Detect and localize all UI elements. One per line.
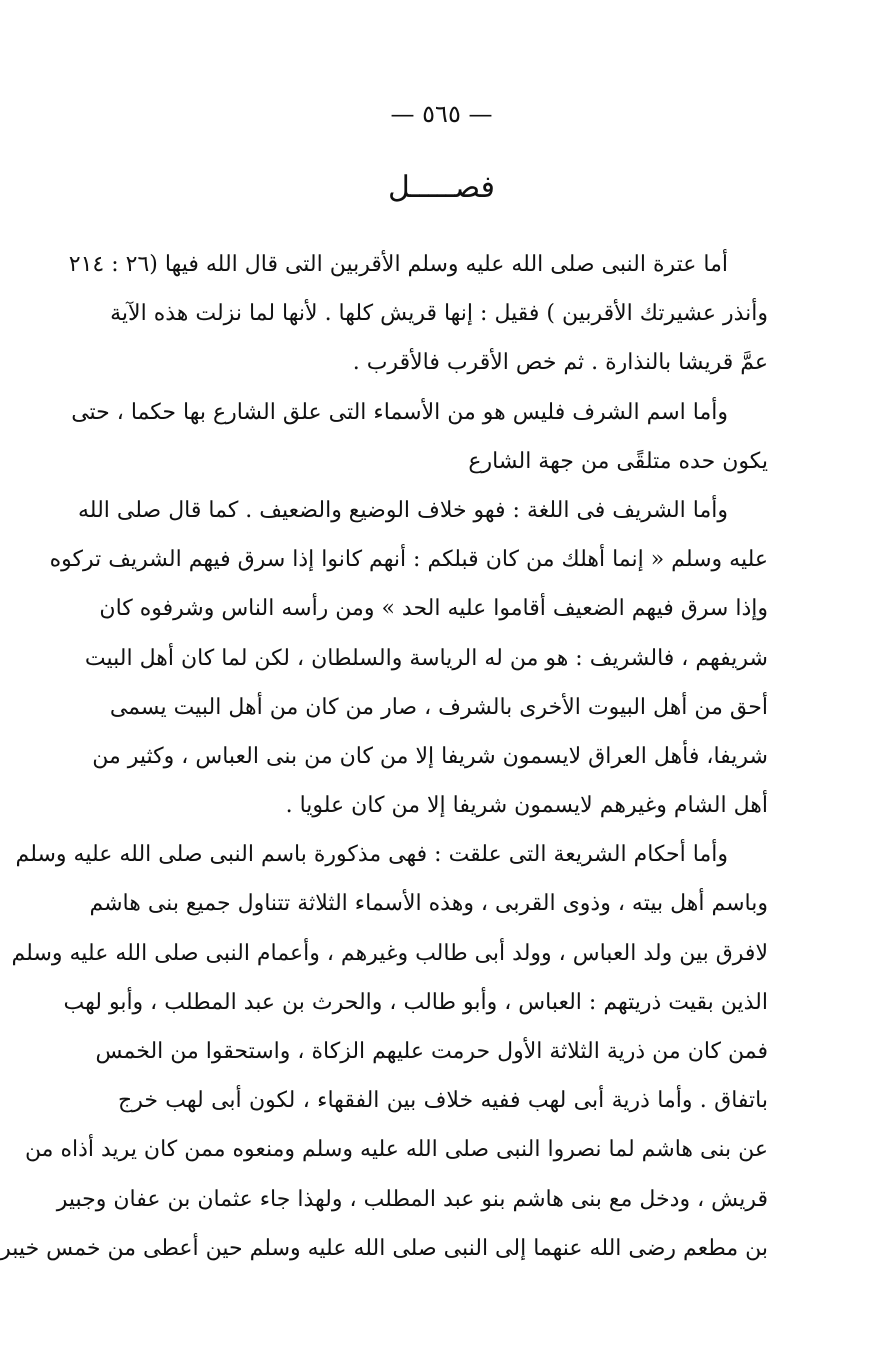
text-line: فمن كان من ذرية الثلاثة الأول حرمت عليهم الزكاة ، واستحقوا من الخمس	[95, 1039, 768, 1064]
text-line: شريفهم ، فالشريف : هو من له الرياسة والسلطان ، لكن لما كان أهل البيت	[84, 645, 768, 671]
text-line: أحق من أهل البيوت الأخرى بالشرف ، صار من كان من أهل البيت يسمى	[109, 694, 768, 720]
text-line: وأما اسم الشرف فليس هو من الأسماء التى علق الشارع بها حكما ، حتى	[71, 399, 728, 425]
text-line: عن بنى هاشم لما نصروا النبى صلى الله عليه وسلم ومنعوه ممن كان يريد أذاه من	[24, 1137, 768, 1163]
text-line: وإذا سرق فيهم الضعيف أقاموا عليه الحد » ومن رأسه الناس وشرفوه كان	[99, 596, 768, 622]
text-line: وأما الشريف فى اللغة : فهو خلاف الوضيع والضعيف . كما قال صلى الله	[78, 497, 728, 523]
text-line: أما عترة النبى صلى الله عليه وسلم الأقربين التى قال الله فيها (٢٦ : ٢١٤	[68, 252, 728, 277]
text-line: أهل الشام وغيرهم لايسمون شريفا إلا من كان علويا .	[285, 793, 768, 819]
body-text	[0, 240, 768, 1273]
text-line: لافرق بين ولد العباس ، وولد أبى طالب وغيرهم ، وأعمام النبى صلى الله عليه وسلم	[11, 940, 768, 966]
text-line: وباسم أهل بيته ، وذوى القربى ، وهذه الأسماء الثلاثة تتناول جميع بنى هاشم	[89, 891, 768, 917]
text-line: الذين بقيت ذريتهم : العباس ، وأبو طالب ، والحرث بن عبد المطلب ، وأبو لهب	[63, 989, 768, 1015]
text-line: عليه وسلم « إنما أهلك من كان قبلكم : أنهم كانوا إذا سرق فيهم الشريف تركوه	[49, 547, 768, 573]
text-line: وأما أحكام الشريعة التى علقت : فهى مذكورة باسم النبى صلى الله عليه وسلم	[15, 842, 728, 868]
page-number: — ٥٦٥ —	[390, 100, 493, 128]
text-line: عمَّ قريشا بالنذارة . ثم خص الأقرب فالأقرب .	[352, 350, 768, 376]
text-line: شريفا، فأهل العراق لايسمون شريفا إلا من كان من بنى العباس ، وكثير من	[92, 743, 768, 769]
text-line: وأنذر عشيرتك الأقربين ) فقيل : إنها قريش كلها . لأنها لما نزلت هذه الآية	[110, 301, 768, 327]
text-line: بن مطعم رضى الله عنهما إلى النبى صلى الله عليه وسلم حين أعطى من خمس خيبر	[0, 1235, 768, 1261]
text-line: باتفاق . وأما ذرية أبى لهب ففيه خلاف بين الفقهاء ، لكون أبى لهب خرج	[118, 1088, 768, 1114]
section-title: فصـــــل	[387, 170, 496, 205]
text-line: يكون حده متلقًى من جهة الشارع	[468, 448, 768, 474]
text-line: قريش ، ودخل مع بنى هاشم بنو عبد المطلب ، ولهذا جاء عثمان بن عفان وجبير	[56, 1186, 768, 1212]
